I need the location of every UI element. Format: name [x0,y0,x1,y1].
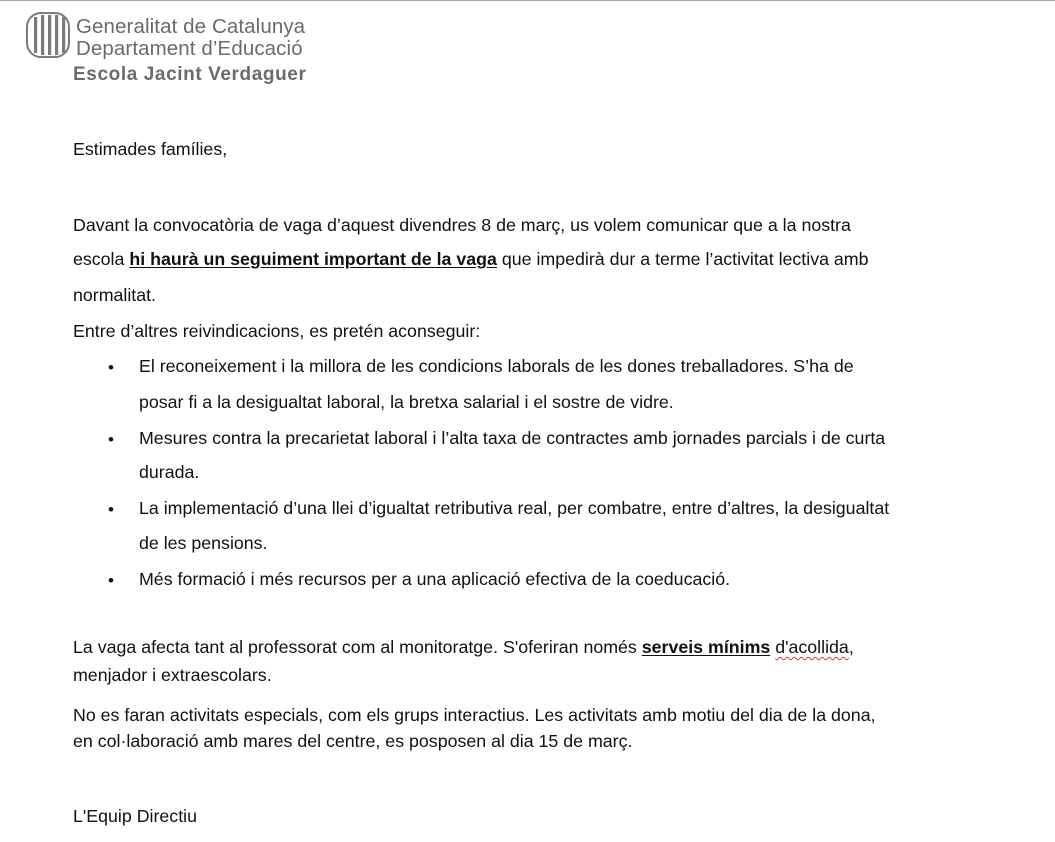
paragraph-1-line-3: normalitat. [73,285,157,305]
spellcheck-word: d'acollida [775,637,849,657]
org-header [76,16,305,60]
p2-pre: La vaga afecta tant al professorat com al monitoratge. S'oferiran només [73,637,637,657]
p2-comma: , [848,637,854,657]
bullet-3-line-1: La implementació d’una llei d’igualtat retributiva real, per combatre, entre d’altres, la desigualtat [139,498,890,518]
paragraph-2-line-2: menjador i extraescolars. [73,665,272,685]
department-name: Departament d’Educació [76,37,303,60]
bullet-2-line-2: durada. [139,462,200,482]
strike-highlight: hi haurà un seguiment important de la vaga [129,249,497,269]
p1-pre: escola [73,249,125,269]
bullet-icon: • [108,571,114,590]
demands-intro: Entre d’altres reivindicacions, es pretén aconseguir: [73,321,481,341]
p1-post: que impedirà dur a terme l’activitat lectiva amb [501,249,869,269]
paragraph-1-line-1: Davant la convocatòria de vaga d’aquest divendres 8 de març, us volem comunicar que a la nostra [73,215,851,235]
bullet-icon: • [108,430,114,449]
bullet-3-line-2: de les pensions. [139,533,268,553]
bullet-1-line-1: El reconeixement i la millora de les condicions laborals de les dones treballadores. S’ha de [139,356,854,376]
bullet-icon: • [108,358,114,377]
catalan-senyera-logo-icon [26,12,70,58]
school-name: Escola Jacint Verdaguer [73,64,307,85]
paragraph-3-line-2: en col·laboració amb mares del centre, es posposen al dia 15 de març. [73,731,633,751]
paragraph-3-line-1: No es faran activitats especials, com els grups interactius. Les activitats amb motiu del dia de la dona, [73,705,876,725]
paragraph-2-line-1 [73,637,854,658]
paragraph-1-line-2 [73,249,1007,270]
org-name: Generalitat de Catalunya [76,15,306,38]
minimum-services-highlight: serveis mínims [641,637,771,657]
bullet-icon: • [108,500,114,519]
bullet-1-line-2: posar fi a la desigualtat laboral, la bretxa salarial i el sostre de vidre. [139,392,674,412]
bullet-4-line-1: Més formació i més recursos per a una aplicació efectiva de la coeducació. [139,569,731,589]
greeting: Estimades famílies, [73,139,228,159]
signature: L'Equip Directiu [73,806,197,826]
page-top-border [0,0,1055,1]
bullet-2-line-1: Mesures contra la precarietat laboral i l’alta taxa de contractes amb jornades parcials i de curta [139,428,886,448]
